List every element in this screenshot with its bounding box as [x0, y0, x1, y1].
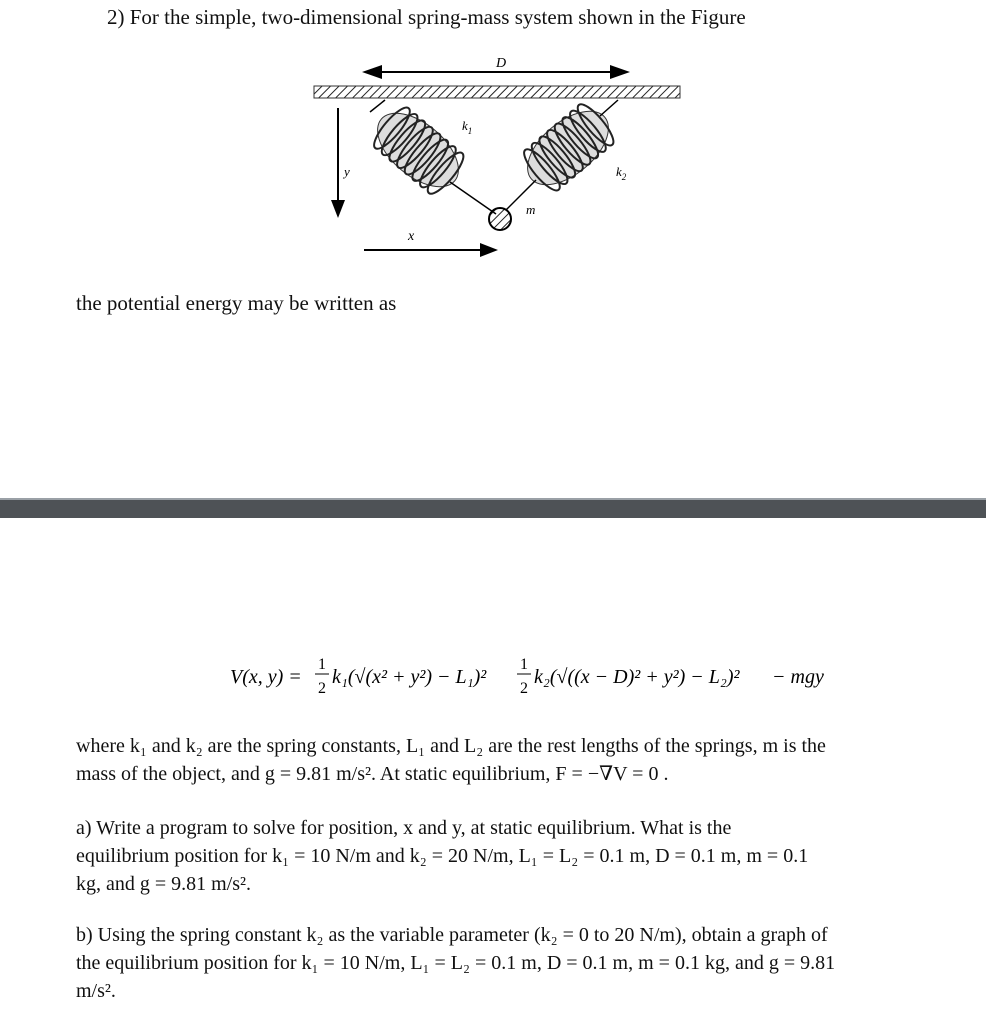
label-k2: $k_2$: [616, 164, 627, 182]
part-a-line-3: kg, and g = 9.81 m/s².: [76, 873, 252, 895]
part-b-line-1: b) Using the spring constant k₂ as the variable parameter (k₂ = 0 to 20 N/m), obtain a graph of: [76, 924, 828, 946]
svg-text:− mgy: − mgy: [772, 666, 824, 688]
svg-text:k₂(√((x − D)² + y²) − L₂)²: k₂(√((x − D)² + y²) − L₂)²: [534, 666, 740, 688]
part-b-line-3: m/s².: [76, 980, 116, 1002]
label-y: y: [344, 164, 350, 179]
problem-title: 2) For the simple, two-dimensional spring-mass system shown in the Figure: [107, 5, 746, 29]
svg-text:2: 2: [318, 680, 326, 697]
part-b: [76, 921, 936, 1005]
potential-equation: [230, 643, 830, 703]
label-d: D: [496, 56, 507, 71]
svg-text:1: 1: [318, 656, 326, 673]
part-a-line-1: a) Write a program to solve for position, x and y, at static equilibrium. What is the: [76, 817, 732, 839]
label-x: x: [408, 229, 415, 244]
where-line-1: where k₁ and k₂ are the spring constants, L₁ and L₂ are the rest lengths of the springs, m is the: [76, 735, 826, 757]
where-line-2: mass of the object, and g = 9.81 m/s². At static equilibrium, F = −∇V = 0 .: [76, 763, 669, 785]
label-k1: $k_1$: [462, 118, 473, 136]
svg-text:1: 1: [520, 656, 528, 673]
label-m: m: [526, 202, 536, 217]
ceiling-support: [314, 86, 680, 98]
svg-text:V(x, y) =: V(x, y) =: [230, 666, 302, 688]
where-paragraph: [76, 732, 936, 788]
pe-intro: the potential energy may be written as: [76, 291, 397, 315]
svg-text:2: 2: [520, 680, 528, 697]
part-a-line-2: equilibrium position for k₁ = 10 N/m and k₂ = 20 N/m, L₁ = L₂ = 0.1 m, D = 0.1 m, m = 0.1: [76, 845, 809, 867]
part-a: [76, 814, 936, 898]
svg-text:k₁(√(x² + y²) − L₁)²: k₁(√(x² + y²) − L₁)²: [332, 666, 487, 688]
spring-mass-figure: [300, 48, 700, 263]
mass-m: [489, 208, 511, 230]
page-divider: [0, 498, 986, 518]
spring-k2: [515, 97, 622, 199]
part-b-line-2: the equilibrium position for k₁ = 10 N/m, L₁ = L₂ = 0.1 m, D = 0.1 m, m = 0.1 kg, and g = 9.81: [76, 952, 836, 974]
